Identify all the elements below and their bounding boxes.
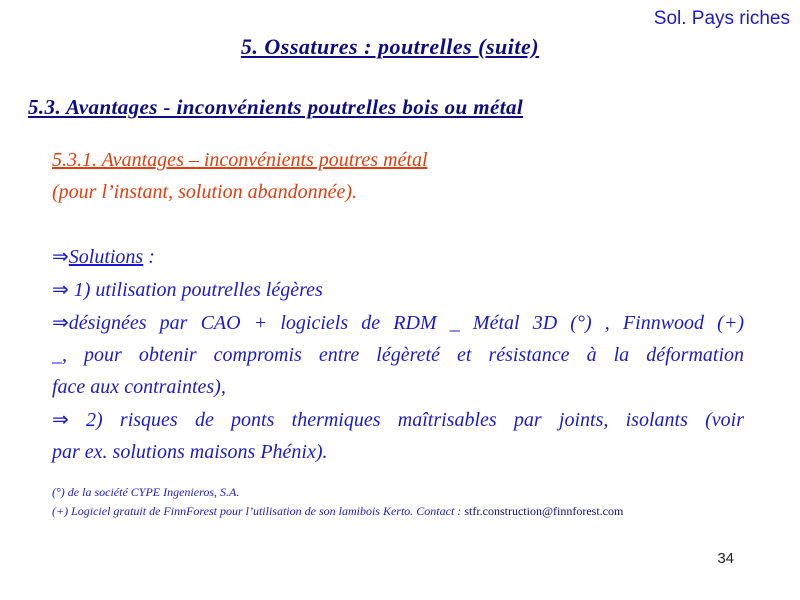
arrow-icon: ⇒ (52, 244, 69, 268)
slide-body (52, 144, 744, 468)
solutions-line (52, 240, 744, 273)
subsection-heading-line (52, 144, 744, 176)
arrow-icon: ⇒ (52, 277, 69, 301)
point-2-line-2: _, pour obtenir compromis entre légèreté et résistance à la déformation (52, 344, 744, 366)
subsection-note: (pour l’instant, solution abandonnée). (52, 181, 357, 203)
point-3-line-1 (52, 403, 744, 436)
subsection-heading: 5.3.1. Avantages – inconvénients poutres métal (52, 149, 428, 171)
section-heading: 5.3. Avantages - inconvénients poutrelles bois ou métal (28, 95, 524, 119)
arrow-icon: ⇒ (52, 407, 69, 431)
solutions-suffix: : (143, 246, 155, 268)
point-3-line-1-text: 2) risques de ponts thermiques maîtrisables par joints, isolants (voir (68, 409, 744, 431)
slide-title-text: 5. Ossatures : poutrelles (suite) (240, 34, 540, 59)
arrow-icon: ⇒ (52, 310, 69, 334)
point-2-line-3: face aux contraintes), (52, 376, 226, 398)
slide-title (0, 34, 780, 60)
footnote-2 (52, 502, 752, 521)
spacer (52, 208, 744, 240)
footnotes (52, 483, 752, 521)
point-1-text: 1) utilisation poutrelles légères (68, 279, 323, 301)
point-2-line-1 (52, 306, 744, 339)
corner-label: Sol. Pays riches (653, 8, 790, 29)
solutions-label: Solutions (68, 246, 144, 268)
point-1 (52, 273, 744, 306)
footnote-2-text: (+) Logiciel gratuit de FinnForest pour l’utilisation de son lamibois Kerto. Contact : (52, 504, 465, 518)
page-number: 34 (717, 550, 734, 567)
contact-email: stfr.construction@finnforest.com (464, 504, 624, 518)
point-2-line-1-text: désignées par CAO + logiciels de RDM _ Métal 3D (°) , Finnwood (+) (68, 312, 744, 334)
footnote-1: (°) de la société CYPE Ingenieros, S.A. (52, 485, 240, 499)
point-3-line-2: par ex. solutions maisons Phénix). (52, 441, 328, 463)
